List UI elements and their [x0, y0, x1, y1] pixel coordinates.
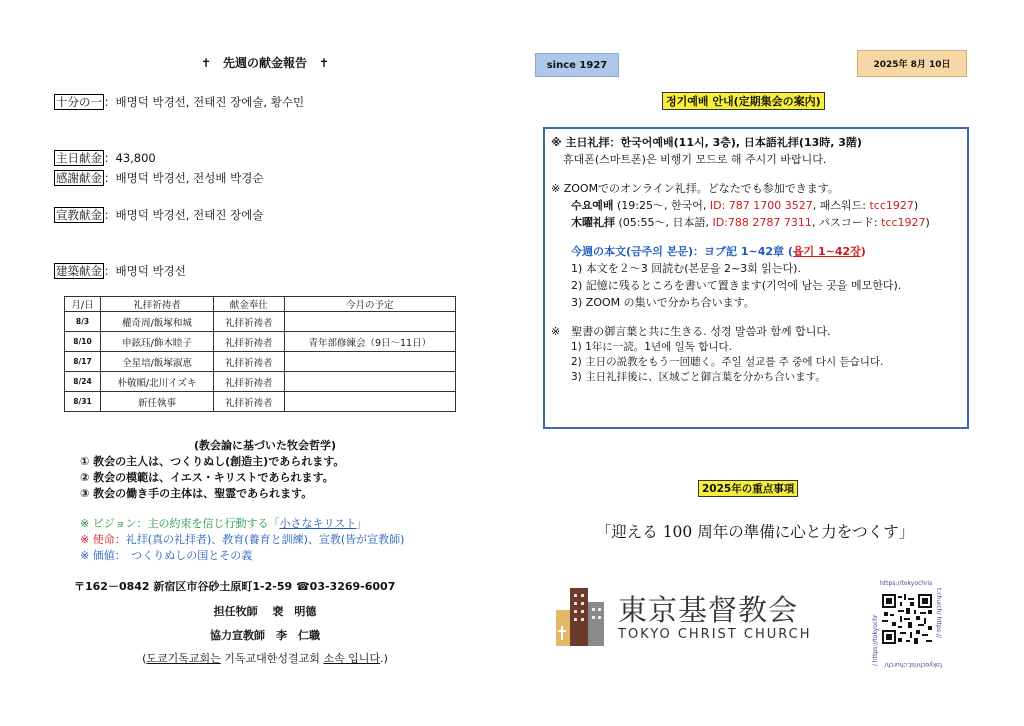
- cell-prayer: 全星培/飯塚淑恵: [101, 352, 214, 372]
- cell-service: 礼拝祈祷者: [213, 372, 284, 392]
- affiliation-open: (: [142, 652, 147, 665]
- mission-offering-line: [54, 207, 263, 223]
- cell-service: 礼拝祈祷者: [213, 392, 284, 412]
- church-address: 〒162－0842 新宿区市谷砂土原町1-2-59 ☎03-3269-6007: [74, 580, 396, 593]
- word-step-1: 1) 1年に一読。1년에 일독 합니다.: [571, 341, 732, 353]
- mission-prefix: ※ 使命：: [80, 533, 126, 546]
- qr-url-right: t.church/ https://: [935, 588, 942, 639]
- building-offering-names: ：배명덕 박경선: [104, 264, 186, 278]
- building-offering-label: 建築献金: [56, 264, 102, 278]
- church-logo: [552, 580, 608, 648]
- cell-plan: [284, 392, 455, 412]
- wednesday-label: 수요예배: [571, 199, 614, 212]
- cell-service: 礼拝祈祷者: [213, 312, 284, 332]
- text-step-2: 2) 記憶に残るところを書いて置きます(기억에 남는 곳을 메모한다).: [571, 279, 902, 292]
- thursday-service-line: [551, 214, 961, 231]
- building-offering-line: [54, 263, 186, 279]
- col-offering-service: 献金奉仕: [213, 297, 284, 312]
- table-row: [65, 332, 456, 352]
- cell-prayer: 權奇周/飯塚和城: [101, 312, 214, 332]
- cell-service: 礼拝祈祷者: [213, 332, 284, 352]
- values-line: ※ 価値： つくりぬしの国とその義: [80, 549, 253, 562]
- thursday-label: 木曜礼拝: [571, 216, 615, 229]
- phone-notice: 휴대폰(스마트폰)은 비행기 모드로 해 주시기 바랍니다.: [563, 153, 827, 166]
- vision-suffix: 」: [356, 517, 368, 530]
- affiliation-part-2: 기독교대한성결교회: [220, 652, 324, 665]
- tithe-label: 十分の一: [56, 95, 102, 109]
- table-row: [65, 312, 456, 332]
- affiliation-close: .): [380, 652, 388, 665]
- senior-pastor: 担任牧師 裵 明德: [213, 605, 317, 618]
- qr-url-top: https://tokyochris: [880, 580, 933, 587]
- associate-missionary: 協力宣教師 李 仁職: [210, 629, 320, 642]
- col-plan: 今月の予定: [284, 297, 455, 312]
- affiliation-part-1: 도쿄기독교회는: [146, 652, 221, 665]
- wednesday-detail: (19:25〜, 한국어,: [613, 199, 710, 212]
- text-step-1: 1) 本文を２〜3 回読む(본문을 2~3회 읽는다).: [571, 262, 801, 275]
- cell-plan: [284, 352, 455, 372]
- thanks-offering-names: ：배명덕 박경선, 전성배 박경순: [104, 171, 264, 185]
- cell-date: 8/10: [65, 332, 101, 352]
- cell-date: 8/24: [65, 372, 101, 392]
- thursday-close: ): [925, 216, 930, 229]
- weekly-text-close: ): [860, 245, 866, 258]
- weekly-text-line: [551, 243, 961, 260]
- sunday-offering-label: 主日献金: [56, 151, 102, 165]
- zoom-notice: ※ ZOOMでのオンライン礼拝。どなたでも参加できます。: [551, 182, 839, 195]
- philosophy-title: (教会論に基づいた牧会哲学): [193, 439, 337, 452]
- table-row: [65, 372, 456, 392]
- thanks-offering-label: 感謝献金: [56, 171, 102, 185]
- weekly-text-korean: 욥기 1~42장: [792, 245, 861, 258]
- col-date: 月/日: [65, 297, 101, 312]
- wednesday-service-line: [551, 197, 961, 214]
- sunday-service-line: ※ 主日礼拝：한국어예배(11시, 3층), 日本語礼拝(13時, 3階): [551, 136, 862, 149]
- yearly-motto: 「迎える 100 周年の準備に心と力をつくす」: [595, 523, 915, 541]
- mission-line: [80, 531, 404, 547]
- mission-text: 礼拝(真の礼拝者)、教育(養育と訓練)、宣教(皆が宣教師): [125, 533, 405, 546]
- logo-tower: [570, 588, 588, 646]
- philosophy-item-1: ① 教会の主人は、つくりぬし(創造主)であられます。: [80, 455, 345, 468]
- logo-right-block: [588, 602, 604, 646]
- vision-line: [80, 515, 367, 531]
- text-step-3: 3) ZOOM の集いで分かち合います。: [571, 296, 755, 309]
- table-row: [65, 352, 456, 372]
- sunday-offering-line: [54, 150, 156, 166]
- wednesday-close: ): [913, 199, 919, 212]
- tithe-line: [54, 94, 304, 110]
- service-guide-title: 정기예배 안내(定期集会の案内): [662, 92, 825, 110]
- qr-url-left: / https://tokyochr: [872, 614, 879, 666]
- table-row: [65, 392, 456, 412]
- cell-date: 8/3: [65, 312, 101, 332]
- thursday-detail: (05:55〜, 日本語,: [615, 216, 713, 229]
- qr-code[interactable]: [882, 594, 932, 644]
- vision-prefix: ※ ビジョン：主の約束を信じ行動する「: [80, 517, 280, 530]
- word-step-3: 3) 主日礼拝後に、区域ごと御言葉を分かち合います。: [571, 371, 826, 383]
- cross-icon: [561, 626, 563, 640]
- church-name-en: TOKYO CHRIST CHURCH: [618, 627, 812, 642]
- vision-link: 小さなキリスト: [279, 517, 357, 530]
- church-name-jp: 東京基督教会: [618, 593, 799, 627]
- tithe-names: ：배명덕 박경선, 전태진 장에술, 황수민: [104, 95, 305, 109]
- offering-report-title: ✝ 先週の献金報告 ✝: [200, 56, 330, 70]
- priority-title: 2025年の重点事項: [698, 480, 798, 497]
- thursday-zoom-id: ID:788 2787 7311: [712, 216, 812, 229]
- prayer-schedule-table: [64, 296, 456, 412]
- qr-url-bottom: tokyochrist.church/: [884, 661, 942, 668]
- cell-service: 礼拝祈祷者: [213, 352, 284, 372]
- weekly-text-label: 今週の本文(금주의 본문)：ヨブ記 1~42章 (: [571, 245, 793, 258]
- cell-prayer: 新任執事: [101, 392, 214, 412]
- philosophy-item-3: ③ 教会の働き手の主体は、聖霊であられます。: [80, 487, 313, 500]
- wednesday-pw-label: , 패스워드:: [812, 199, 870, 212]
- service-guide-box: [543, 127, 969, 429]
- cell-prayer: 申鉉珏/飾木睦子: [101, 332, 214, 352]
- cell-plan: 青年部修練会（9日〜11日）: [284, 332, 455, 352]
- wednesday-zoom-id: ID: 787 1700 3527: [709, 199, 813, 212]
- word-step-2: 2) 主日の説教をもう一回聴く。주일 설교를 주 중에 다시 듣습니다.: [571, 356, 884, 368]
- cell-date: 8/17: [65, 352, 101, 372]
- thursday-pw-label: , パスコード:: [811, 216, 882, 229]
- cell-plan: [284, 312, 455, 332]
- table-header-row: [65, 297, 456, 312]
- mission-offering-names: ：배명덕 박경선, 전태진 장에술: [104, 208, 264, 222]
- affiliation-note: [0, 650, 530, 666]
- sunday-offering-value: ：43,800: [104, 151, 156, 165]
- cell-prayer: 朴敬順/北川イズキ: [101, 372, 214, 392]
- thanks-offering-line: [54, 170, 263, 186]
- mission-offering-label: 宣教献金: [56, 208, 102, 222]
- thursday-password: tcc1927: [881, 216, 926, 229]
- col-prayer: 礼拝祈祷者: [101, 297, 214, 312]
- word-life-line: ※ 聖書の御言葉と共に生きる. 성경 말씀과 함께 합니다.: [551, 325, 831, 338]
- since-badge: since 1927: [535, 53, 619, 77]
- cell-date: 8/31: [65, 392, 101, 412]
- bulletin-date: 2025年 8月 10日: [857, 50, 967, 77]
- wednesday-password: tcc1927: [869, 199, 914, 212]
- affiliation-part-3: 소속 입니다: [323, 652, 381, 665]
- cell-plan: [284, 372, 455, 392]
- philosophy-item-2: ② 教会の模範は、イエス・キリストであられます。: [80, 471, 334, 484]
